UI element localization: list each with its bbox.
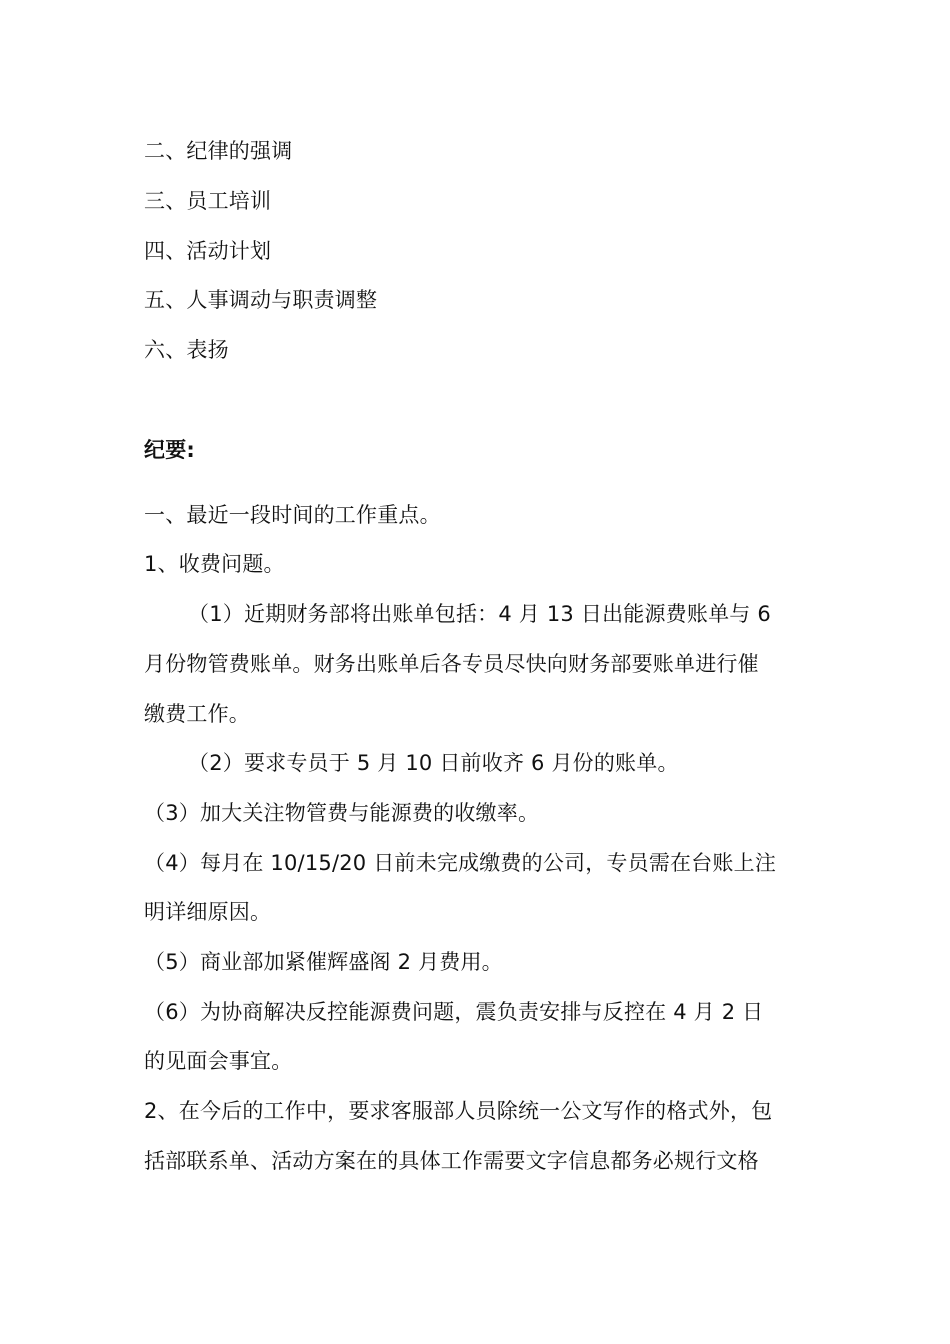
agenda-item-discipline: 二、纪律的强调 — [144, 139, 293, 163]
paragraph-1-line-2: 月份物管费账单。财务出账单后各专员尽快向财务部要账单进行催 — [144, 652, 759, 676]
section-1-title: 一、最近一段时间的工作重点。 — [144, 503, 441, 527]
item-2-line-2: 括部联系单、活动方案在的具体工作需要文字信息都务必规行文格 — [144, 1149, 759, 1173]
paragraph-5-line-1: （5）商业部加紧催辉盛阁 2 月费用。 — [144, 950, 503, 974]
paragraph-2-line-1: （2）要求专员于 5 月 10 日前收齐 6 月份的账单。 — [188, 751, 679, 775]
item-2-line-1: 2、在今后的工作中，要求客服部人员除统一公文写作的格式外，包 — [144, 1099, 773, 1123]
paragraph-3-line-1: （3）加大关注物管费与能源费的收缴率。 — [144, 801, 540, 825]
paragraph-4-line-2: 明详细原因。 — [144, 900, 272, 924]
minutes-heading: 纪要: — [144, 438, 195, 462]
paragraph-6-line-2: 的见面会事宜。 — [144, 1049, 293, 1073]
paragraph-4-line-1: （4）每月在 10/15/20 日前未完成缴费的公司，专员需在台账上注 — [144, 851, 777, 875]
agenda-item-personnel: 五、人事调动与职责调整 — [144, 288, 378, 312]
paragraph-6-line-1: （6）为协商解决反控能源费问题，震负责安排与反控在 4 月 2 日 — [144, 1000, 764, 1024]
paragraph-1-line-3: 缴费工作。 — [144, 702, 250, 726]
agenda-item-training: 三、员工培训 — [144, 189, 272, 213]
item-1-title: 1、收费问题。 — [144, 552, 285, 576]
agenda-item-praise: 六、表扬 — [144, 338, 229, 362]
paragraph-1-line-1: （1）近期财务部将出账单包括：4 月 13 日出能源费账单与 6 — [188, 602, 771, 626]
agenda-item-activity-plan: 四、活动计划 — [144, 239, 272, 263]
